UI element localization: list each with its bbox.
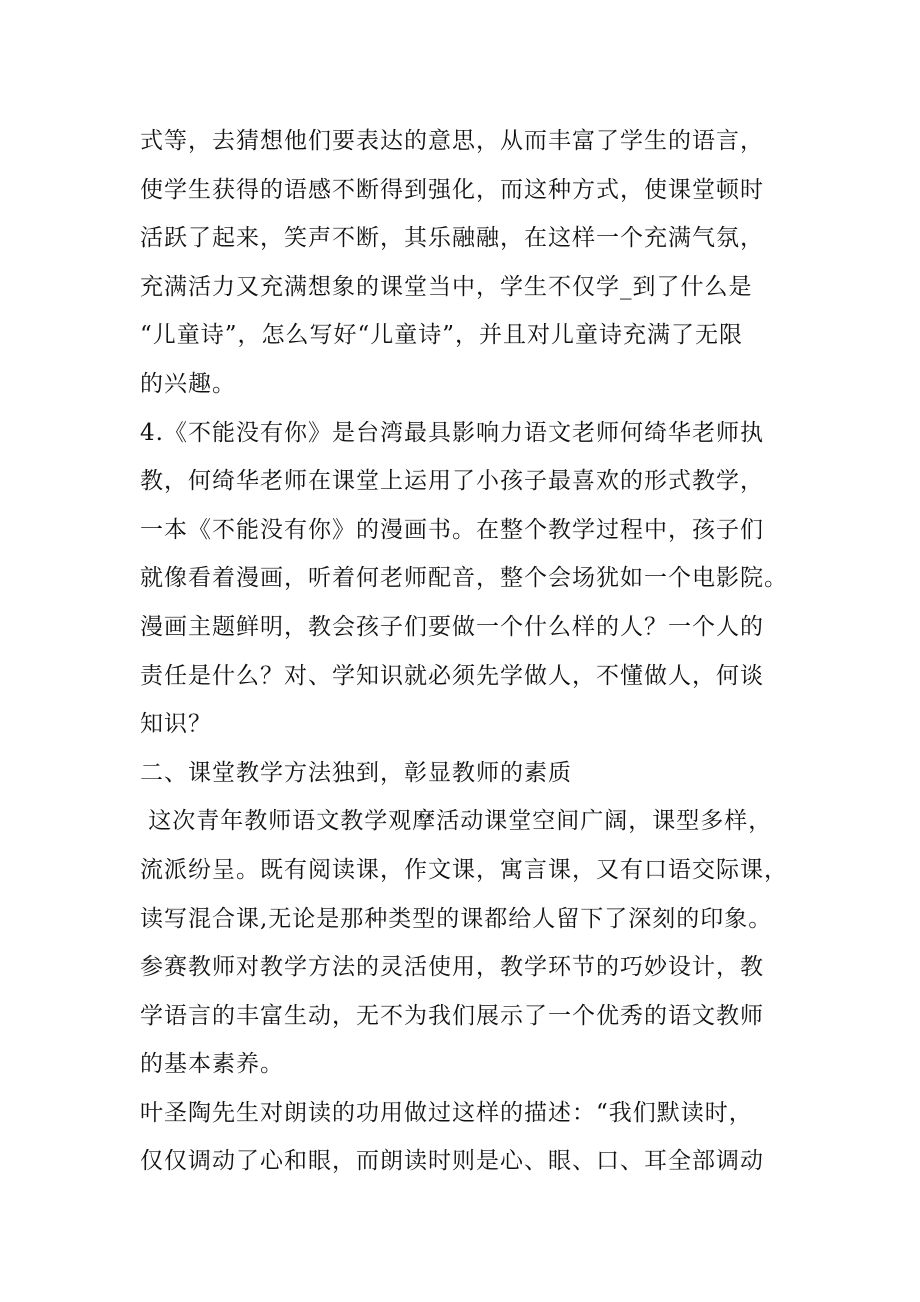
text-line: 学语言的丰富生动，无不为我们展示了一个优秀的语文教师 xyxy=(140,1002,764,1029)
text-line: 漫画主题鲜明，教会孩子们要做一个什么样的人？一个人的 xyxy=(140,613,764,640)
text-line: 责任是什么？对、学知识就必须先学做人，不懂做人，何谈 xyxy=(140,662,764,689)
text-line: 一本《不能没有你》的漫画书。在整个教学过程中，孩子们 xyxy=(140,516,764,543)
text-line: 仅仅调动了心和眼，而朗读时则是心、眼、口、耳全部调动 xyxy=(140,1148,764,1175)
text-line: 式等，去猜想他们要表达的意思，从而丰富了学生的语言， xyxy=(140,128,764,154)
text-line: 教，何绮华老师在课堂上运用了小孩子最喜欢的形式教学， xyxy=(140,468,764,495)
text-line: 的兴趣。 xyxy=(140,370,236,397)
text-line: 活跃了起来，笑声不断，其乐融融，在这样一个充满气氛， xyxy=(140,225,764,252)
text-line: 充满活力又充满想象的课堂当中，学生不仅学_到了什么是 xyxy=(140,273,753,300)
section-heading: 二、课堂教学方法独到，彰显教师的素质 xyxy=(140,759,572,786)
text-line: “儿童诗”，怎么写好“儿童诗”，并且对儿童诗充满了无限 xyxy=(140,322,744,349)
text-line: 这次青年教师语文教学观摩活动课堂空间广阔，课型多样， xyxy=(140,808,773,835)
text-line: 知识？ xyxy=(140,711,212,738)
text-line: 4.《不能没有你》是台湾最具影响力语文老师何绮华老师执 xyxy=(140,419,764,446)
text-line: 的基本素养。 xyxy=(140,1051,284,1078)
body-text xyxy=(140,117,800,1186)
text-line: 流派纷呈。既有阅读课，作文课，寓言课，又有口语交际课， xyxy=(140,856,788,883)
text-line: 叶圣陶先生对朗读的功用做过这样的描述：“我们默读时， xyxy=(140,1099,753,1126)
text-line: 就像看着漫画，听着何老师配音，整个会场犹如一个电影院。 xyxy=(140,565,788,592)
text-line: 使学生获得的语感不断得到强化，而这种方式，使课堂顿时 xyxy=(140,176,764,203)
text-line: 参赛教师对教学方法的灵活使用，教学环节的巧妙设计，教 xyxy=(140,954,764,981)
text-line: 读写混合课,无论是那种类型的课都给人留下了深刻的印象。 xyxy=(140,905,773,932)
